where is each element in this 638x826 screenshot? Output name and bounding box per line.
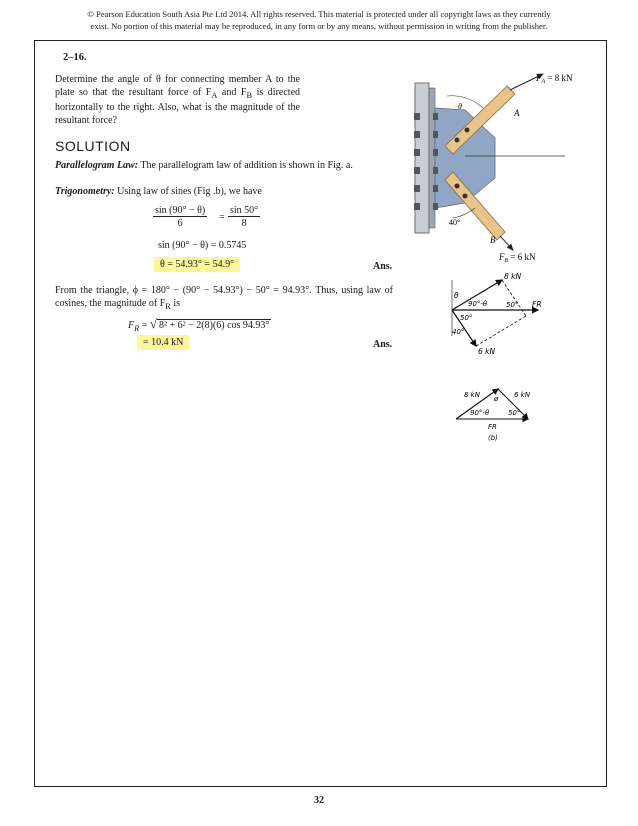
- fig-b-fr-label: FR: [488, 423, 497, 431]
- fig-b-8kn-label: 8 kN: [464, 391, 480, 399]
- fig-b-6kn-label: 6 kN: [514, 391, 530, 399]
- fraction-2: [228, 205, 260, 229]
- fr-highlight: = 10.4 kN: [137, 335, 189, 350]
- answer-label-1: Ans.: [373, 261, 393, 272]
- fr-lhs: F: [128, 320, 135, 331]
- bolt-b1: [455, 184, 460, 189]
- fraction-1-denominator: 6: [153, 216, 207, 229]
- fr-equation: [128, 316, 271, 333]
- equation-sine-result: sin (90° − θ) = 0.5745: [158, 240, 247, 251]
- triangle-text-1: From the triangle, ϕ = 180° − (90° − 54.93°) − 50° = 94.93°. Thus, using law of cosines, the magnitude of F: [55, 285, 393, 309]
- copyright-line-1: © Pearson Education South Asia Pte Ltd 2014. All rights reserved. This material is protected under all copyright laws as they currently: [87, 9, 551, 19]
- problem-number: 2–16.: [63, 52, 87, 63]
- solution-heading: SOLUTION: [55, 138, 131, 154]
- theta-label: θ: [458, 102, 462, 111]
- fig-a-90-theta-label: 90°-θ: [468, 300, 488, 308]
- triangle-sub: R: [165, 301, 171, 311]
- triangle-paragraph: [55, 285, 393, 313]
- figure-b-triangle: [448, 383, 548, 443]
- problem-text-a: Determine the angle of θ for connecting member A to the plate so that the resultant force of F: [55, 74, 300, 98]
- fig-b-caption: (b): [488, 434, 498, 442]
- fraction-1-numerator: sin (90° − θ): [155, 205, 206, 216]
- parallel-dash-2: [476, 316, 526, 346]
- fb-label: $F_B = 6$ kN: [499, 252, 536, 264]
- fig-a-8kn-label: 8 kN: [504, 272, 522, 281]
- triangle-text-2: is: [170, 297, 180, 309]
- problem-text-b: and F: [217, 86, 247, 98]
- fig-a-50-label: 50°: [506, 301, 519, 309]
- problem-text-c: is directed horizontally to the right. Also, what is the magnitude of the resultant force?: [55, 86, 301, 126]
- bolt-b2: [463, 194, 468, 199]
- figure-a-parallelogram: [440, 270, 560, 360]
- sqrt-icon: √: [149, 316, 157, 331]
- parallelogram-paragraph: [55, 160, 395, 173]
- answer-label-2: Ans.: [373, 339, 393, 350]
- parallelogram-text: The parallelogram law of addition is shown in Fig. a.: [138, 160, 353, 171]
- copyright-notice: [40, 8, 598, 32]
- trig-text: Using law of sines (Fig .b), we have: [114, 186, 262, 197]
- theta-result: [154, 259, 240, 270]
- fig-a-fr-label: FR: [532, 300, 542, 309]
- angle-theta-arc: [447, 96, 483, 108]
- fr-result: [137, 337, 189, 348]
- trig-label: Trigonometry:: [55, 186, 115, 197]
- parallelogram-label: Parallelogram Law:: [55, 160, 139, 171]
- bolt-a1: [455, 138, 460, 143]
- fraction-1: [153, 205, 207, 229]
- parallel-dash-1: [502, 280, 526, 316]
- fr-eq: =: [139, 320, 150, 331]
- sub-a: A: [211, 90, 218, 100]
- force-fb-arrow: [500, 236, 513, 250]
- fig-a-50b-label: 50°: [460, 314, 473, 322]
- copyright-line-2: exist. No portion of this material may be reproduced, in any form or by any means, without permission in writing from the publisher.: [90, 21, 548, 31]
- fr-radicand: 8² + 6² − 2(8)(6) cos 94.93°: [158, 320, 270, 331]
- fig-a-40-label: 40°: [452, 328, 465, 336]
- fig-b-phi-label: ø: [494, 395, 499, 403]
- sub-b: B: [246, 90, 253, 100]
- trig-paragraph: [55, 186, 395, 199]
- fa-label: $F_A = 8$ kN: [536, 73, 573, 85]
- fraction-2-denominator: 8: [228, 216, 260, 229]
- fig-a-6kn-label: 6 kN: [478, 347, 496, 356]
- fig-b-50-label: 50°: [508, 409, 521, 417]
- fr-sub: R: [134, 324, 140, 333]
- member-b-label: B: [490, 235, 496, 245]
- fig-b-90-theta-label: 90°-θ: [470, 409, 490, 417]
- page-number: 32: [314, 795, 324, 806]
- member-a-label: A: [514, 108, 520, 118]
- fraction-2-numerator: sin 50°: [230, 205, 259, 216]
- angle-40-label: 40°: [449, 218, 461, 227]
- connection-figure: [405, 68, 595, 268]
- theta-highlight: θ = 54.93° = 54.9°: [154, 257, 240, 272]
- problem-statement: [55, 74, 300, 127]
- equals-sign: =: [219, 212, 225, 223]
- bolt-a2: [465, 128, 470, 133]
- wall-support: [415, 83, 429, 233]
- fig-a-theta-label: θ: [454, 291, 459, 300]
